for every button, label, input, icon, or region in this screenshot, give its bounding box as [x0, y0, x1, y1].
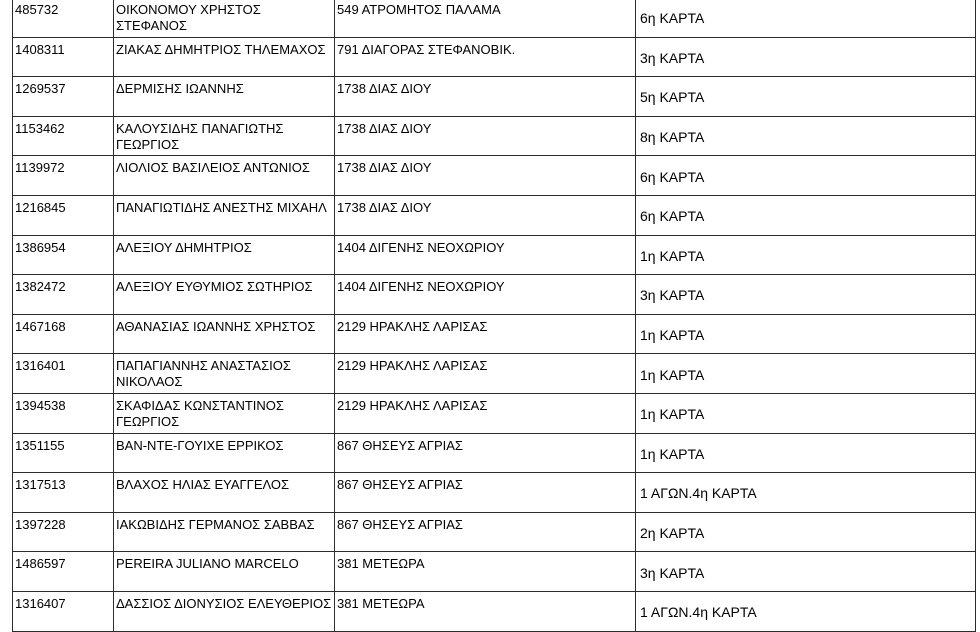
club-cell [335, 591, 636, 631]
penalty-text: 1η ΚΑΡΤΑ [640, 247, 705, 264]
penalty-text: 6η ΚΑΡΤΑ [640, 168, 705, 185]
player-id: 1408311 [15, 41, 65, 57]
club-cell [335, 314, 636, 354]
club-name: 1404 ΔΙΓΕΝΗΣ ΝΕΟΧΩΡΙΟΥ [337, 239, 505, 255]
club-cell [335, 473, 636, 513]
club-name: 2129 ΗΡΑΚΛΗΣ ΛΑΡΙΣΑΣ [337, 397, 488, 413]
player-name: ΑΘΑΝΑΣΙΑΣ ΙΩΑΝΝΗΣ ΧΡΗΣΤΟΣ [116, 318, 316, 334]
penalty-cell [636, 552, 976, 592]
player-name: ΠΑΠΑΓΙΑΝΝΗΣ ΑΝΑΣΤΑΣΙΟΣ ΝΙΚΟΛΑΟΣ [116, 358, 291, 390]
table-row [13, 156, 976, 196]
table-row [13, 473, 976, 513]
penalty-cell [636, 393, 976, 433]
player-name: ΔΑΣΣΙΟΣ ΔΙΟΝΥΣΙΟΣ ΕΛΕΥΘΕΡΙΟΣ [116, 595, 332, 611]
penalty-text: 1η ΚΑΡΤΑ [640, 406, 705, 423]
player-name-cell [114, 77, 335, 117]
player-name-cell [114, 393, 335, 433]
penalty-cell [636, 37, 976, 77]
player-id: 1316407 [15, 595, 66, 611]
club-name: 1738 ΔΙΑΣ ΔΙΟΥ [337, 160, 432, 176]
table-row [13, 235, 976, 275]
club-cell [335, 433, 636, 473]
player-id-cell [13, 275, 114, 315]
player-id: 1216845 [15, 199, 66, 215]
player-name-cell [114, 116, 335, 156]
player-name-cell [114, 156, 335, 196]
penalty-cell [636, 354, 976, 394]
table-row [13, 0, 976, 37]
penalty-cell [636, 314, 976, 354]
player-name: ΒΑΝ-ΝΤΕ-ΓΟΥΙΧΕ ΕΡΡΙΚΟΣ [116, 437, 284, 453]
club-name: 381 ΜΕΤΕΩΡΑ [337, 556, 425, 572]
club-cell [335, 275, 636, 315]
club-cell [335, 235, 636, 275]
table-row [13, 354, 976, 394]
penalty-cell [636, 512, 976, 552]
player-id-cell [13, 116, 114, 156]
penalty-cell [636, 275, 976, 315]
club-name: 2129 ΗΡΑΚΛΗΣ ΛΑΡΙΣΑΣ [337, 318, 488, 334]
player-name-cell [114, 354, 335, 394]
player-name-cell [114, 235, 335, 275]
player-id-cell [13, 591, 114, 631]
table-row [13, 591, 976, 631]
player-id-cell [13, 552, 114, 592]
player-id-cell [13, 77, 114, 117]
player-id-cell [13, 433, 114, 473]
player-id-cell [13, 393, 114, 433]
table-row [13, 195, 976, 235]
player-name: ΛΙΟΛΙΟΣ ΒΑΣΙΛΕΙΟΣ ΑΝΤΩΝΙΟΣ [116, 160, 310, 176]
club-cell [335, 552, 636, 592]
player-name: PEREIRA JULIANO MARCELO [116, 556, 299, 572]
club-name: 791 ΔΙΑΓΟΡΑΣ ΣΤΕΦΑΝΟΒΙΚ. [337, 41, 516, 57]
table-row [13, 314, 976, 354]
player-name-cell [114, 37, 335, 77]
player-id: 1269537 [15, 81, 66, 97]
penalty-cell [636, 77, 976, 117]
penalties-table [12, 0, 976, 632]
player-id: 1317513 [15, 477, 66, 493]
player-id-cell [13, 156, 114, 196]
penalty-text: 6η ΚΑΡΤΑ [640, 208, 705, 225]
club-name: 867 ΘΗΣΕΥΣ ΑΓΡΙΑΣ [337, 437, 463, 453]
player-name-cell [114, 0, 335, 37]
club-cell [335, 156, 636, 196]
table-row [13, 77, 976, 117]
table-row [13, 37, 976, 77]
player-id: 1139972 [15, 160, 65, 176]
player-id: 485732 [15, 2, 59, 17]
player-id: 1153462 [15, 120, 65, 136]
player-id-cell [13, 354, 114, 394]
penalty-cell [636, 116, 976, 156]
table-row [13, 275, 976, 315]
player-id: 1316401 [15, 358, 66, 374]
table-body [13, 0, 976, 631]
player-name: ΒΛΑΧΟΣ ΗΛΙΑΣ ΕΥΑΓΓΕΛΟΣ [116, 477, 290, 493]
player-name: ΣΚΑΦΙΔΑΣ ΚΩΝΣΤΑΝΤΙΝΟΣ ΓΕΩΡΓΙΟΣ [116, 397, 284, 429]
penalty-text: 5η ΚΑΡΤΑ [640, 89, 705, 106]
player-name: ΙΑΚΩΒΙΔΗΣ ΓΕΡΜΑΝΟΣ ΣΑΒΒΑΣ [116, 516, 315, 532]
player-id-cell [13, 37, 114, 77]
penalty-cell [636, 195, 976, 235]
player-name-cell [114, 195, 335, 235]
player-name-cell [114, 552, 335, 592]
player-id: 1351155 [15, 437, 65, 453]
player-name: ΖΙΑΚΑΣ ΔΗΜΗΤΡΙΟΣ ΤΗΛΕΜΑΧΟΣ [116, 41, 326, 57]
club-name: 381 ΜΕΤΕΩΡΑ [337, 595, 425, 611]
player-name: ΑΛΕΞΙΟΥ ΕΥΘΥΜΙΟΣ ΣΩΤΗΡΙΟΣ [116, 279, 313, 295]
club-cell [335, 512, 636, 552]
penalty-text: 1 ΑΓΩΝ.4η ΚΑΡΤΑ [640, 604, 757, 621]
table-row [13, 552, 976, 592]
table-row [13, 512, 976, 552]
player-id: 1397228 [15, 516, 66, 532]
club-cell [335, 393, 636, 433]
penalty-text: 1 ΑΓΩΝ.4η ΚΑΡΤΑ [640, 485, 757, 502]
player-id-cell [13, 0, 114, 37]
player-id: 1386954 [15, 239, 66, 255]
player-id: 1486597 [15, 556, 66, 572]
player-name-cell [114, 314, 335, 354]
club-cell [335, 195, 636, 235]
player-name-cell [114, 591, 335, 631]
penalty-cell [636, 156, 976, 196]
player-name-cell [114, 275, 335, 315]
penalty-text: 3η ΚΑΡΤΑ [640, 287, 705, 304]
player-id-cell [13, 473, 114, 513]
club-name: 1738 ΔΙΑΣ ΔΙΟΥ [337, 199, 432, 215]
penalty-cell [636, 591, 976, 631]
penalty-cell [636, 235, 976, 275]
club-name: 549 ΑΤΡΟΜΗΤΟΣ ΠΑΛΑΜΑ [337, 2, 501, 17]
penalty-text: 2η ΚΑΡΤΑ [640, 525, 705, 542]
player-name: ΑΛΕΞΙΟΥ ΔΗΜΗΤΡΙΟΣ [116, 239, 252, 255]
club-cell [335, 37, 636, 77]
penalty-cell [636, 473, 976, 513]
player-name: ΟΙΚΟΝΟΜΟΥ ΧΡΗΣΤΟΣ ΣΤΕΦΑΝΟΣ [116, 2, 261, 33]
player-name-cell [114, 473, 335, 513]
club-cell [335, 77, 636, 117]
penalty-text: 6η ΚΑΡΤΑ [640, 10, 705, 27]
table-row [13, 393, 976, 433]
club-name: 867 ΘΗΣΕΥΣ ΑΓΡΙΑΣ [337, 477, 463, 493]
club-cell [335, 354, 636, 394]
player-id-cell [13, 314, 114, 354]
club-name: 1404 ΔΙΓΕΝΗΣ ΝΕΟΧΩΡΙΟΥ [337, 279, 505, 295]
player-name: ΚΑΛΟΥΣΙΔΗΣ ΠΑΝΑΓΙΩΤΗΣ ΓΕΩΡΓΙΟΣ [116, 120, 284, 152]
penalty-text: 3η ΚΑΡΤΑ [640, 564, 705, 581]
penalty-text: 1η ΚΑΡΤΑ [640, 445, 705, 462]
penalty-text: 3η ΚΑΡΤΑ [640, 49, 705, 66]
player-name-cell [114, 433, 335, 473]
player-id-cell [13, 235, 114, 275]
penalty-cell [636, 433, 976, 473]
club-cell [335, 0, 636, 37]
club-cell [335, 116, 636, 156]
player-id: 1467168 [15, 318, 66, 334]
player-id: 1394538 [15, 397, 66, 413]
player-name-cell [114, 512, 335, 552]
club-name: 2129 ΗΡΑΚΛΗΣ ΛΑΡΙΣΑΣ [337, 358, 488, 374]
player-id-cell [13, 195, 114, 235]
penalty-text: 1η ΚΑΡΤΑ [640, 327, 705, 344]
club-name: 1738 ΔΙΑΣ ΔΙΟΥ [337, 81, 432, 97]
player-id-cell [13, 512, 114, 552]
penalty-cell [636, 0, 976, 37]
club-name: 1738 ΔΙΑΣ ΔΙΟΥ [337, 120, 432, 136]
penalty-text: 1η ΚΑΡΤΑ [640, 366, 705, 383]
table-row [13, 433, 976, 473]
player-name: ΠΑΝΑΓΙΩΤΙΔΗΣ ΑΝΕΣΤΗΣ ΜΙΧΑΗΛ [116, 199, 327, 215]
player-name: ΔΕΡΜΙΣΗΣ ΙΩΑΝΝΗΣ [116, 81, 244, 97]
penalty-text: 8η ΚΑΡΤΑ [640, 129, 705, 146]
table-row [13, 116, 976, 156]
player-id: 1382472 [15, 279, 66, 295]
club-name: 867 ΘΗΣΕΥΣ ΑΓΡΙΑΣ [337, 516, 463, 532]
